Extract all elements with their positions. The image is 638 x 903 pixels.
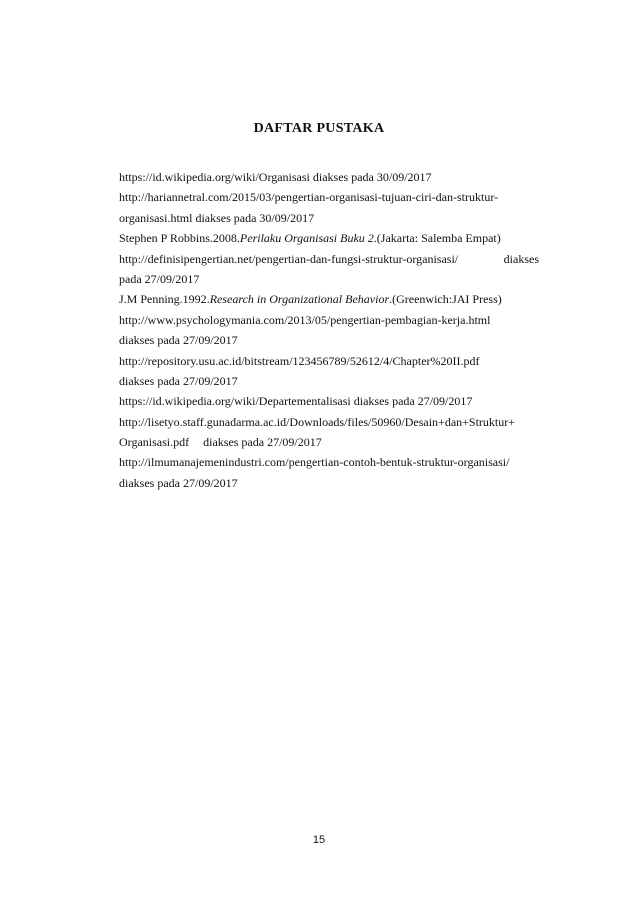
reference-accessed: diakses bbox=[503, 251, 539, 266]
page-title: DAFTAR PUSTAKA bbox=[253, 121, 385, 136]
reference-item-continued: diakses pada 27/09/2017 bbox=[119, 373, 238, 388]
reference-book-title: Perilaku Organisasi Buku 2 bbox=[239, 231, 374, 246]
page-number: 15 bbox=[312, 834, 326, 846]
reference-item: http://www.psychologymania.com/2013/05/pengertian-pembagian-kerja.html bbox=[119, 312, 491, 327]
reference-publisher: .(Greenwich:JAI Press) bbox=[389, 292, 502, 307]
reference-author-year: Stephen P Robbins.2008. bbox=[119, 231, 240, 246]
reference-accessed: diakses pada 27/09/2017 bbox=[203, 435, 322, 450]
reference-item: http://hariannetral.com/2015/03/pengertian-organisasi-tujuan-ciri-dan-struktur- bbox=[119, 190, 499, 205]
reference-item-continued bbox=[119, 432, 539, 452]
reference-item: https://id.wikipedia.org/wiki/Organisasi diakses pada 30/09/2017 bbox=[119, 170, 432, 184]
reference-item-continued: pada 27/09/2017 bbox=[119, 271, 200, 286]
reference-item-continued: diakses pada 27/09/2017 bbox=[119, 333, 238, 348]
reference-url: http://definisipengertian.net/pengertian-dan-fungsi-struktur-organisasi/ bbox=[119, 251, 459, 266]
reference-item bbox=[119, 289, 539, 309]
reference-item-continued: organisasi.html diakses pada 30/09/2017 bbox=[119, 210, 315, 225]
reference-filename: Organisasi.pdf bbox=[119, 435, 190, 450]
reference-item: https://id.wikipedia.org/wiki/Departementalisasi diakses pada 27/09/2017 bbox=[119, 394, 473, 409]
reference-publisher: .(Jakarta: Salemba Empat) bbox=[373, 231, 501, 246]
reference-item bbox=[119, 228, 539, 248]
reference-item bbox=[119, 249, 539, 269]
reference-item: http://lisetyo.staff.gunadarma.ac.id/Downloads/files/50960/Desain+dan+Struktur+ bbox=[119, 414, 516, 429]
reference-list bbox=[119, 167, 539, 493]
reference-item-continued: diakses pada 27/09/2017 bbox=[119, 475, 238, 490]
reference-item: http://repository.usu.ac.id/bitstream/123456789/52612/4/Chapter%20II.pdf bbox=[119, 353, 480, 368]
reference-item: http://ilmumanajemenindustri.com/pengertian-contoh-bentuk-struktur-organisasi/ bbox=[119, 455, 510, 470]
reference-book-title: Research in Organizational Behavior bbox=[209, 292, 390, 307]
reference-author-year: J.M Penning.1992. bbox=[119, 292, 210, 307]
